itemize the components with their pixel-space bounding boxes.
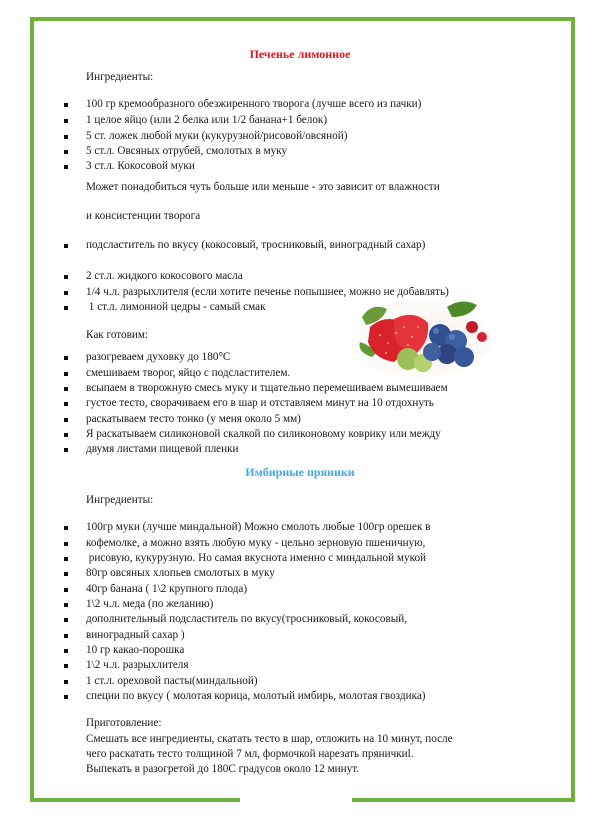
list-item: виноградный сахар ) [86, 629, 185, 641]
list-item: 40гр банана ( 1\2 крупного плода) [86, 583, 248, 595]
list-item: подсластитель по вкусу (кокосовый, тросниковый, виноградный сахар) [86, 239, 426, 251]
bullet [64, 387, 68, 391]
page-border-bottom-right [352, 798, 575, 802]
list-item: 1 ст.л. ореховой пасты(миндальной) [86, 675, 258, 687]
bullet [64, 372, 68, 376]
list-item: 1 ст.л. лимонной цедры - самый смак [86, 301, 266, 313]
list-item: 3 ст.л. Кокосовой муки [86, 160, 195, 172]
bullet [64, 119, 68, 123]
bullet [64, 603, 68, 607]
bullet [64, 433, 68, 437]
bullet [64, 664, 68, 668]
page-border-top [30, 17, 575, 21]
bullet [64, 418, 68, 422]
bullet [64, 244, 68, 248]
ingredients-heading: Ингредиенты: [86, 71, 154, 83]
list-item: рисовую, кукурузную. Но самая вкуснота именно с миндальной мукой [86, 552, 427, 564]
list-item: 80гр овсяных хлопьев смолотых в муку [86, 567, 275, 579]
note-text: и консистенции творога [86, 210, 201, 222]
prep-text: чего раскатать тесто толщиной 7 мл, формочкой нарезать пряничкиl. [86, 748, 414, 760]
bullet [64, 526, 68, 530]
list-item: 100 гр кремообразного обезжиренного творога (лучше всего из пачки) [86, 98, 422, 110]
note-text: Может понадобиться чуть больше или меньше - это зависит от влажности [86, 181, 440, 193]
list-item: 1/4 ч.л. разрыхлителя (если хотите печенье попышнее, можно не добавлять) [86, 286, 449, 298]
page-border-left [30, 17, 34, 802]
bullet [64, 103, 68, 107]
recipe-title-gingerbread: Имбирные пряники [245, 465, 355, 479]
page-border-right [571, 17, 575, 802]
bullet [64, 448, 68, 452]
bullet [64, 306, 68, 310]
list-item: 1\2 ч.л. разрыхлителя [86, 659, 189, 671]
bullet [64, 165, 68, 169]
bullet [64, 557, 68, 561]
list-item: 2 ст.л. жидкого кокосового масла [86, 270, 243, 282]
bullet [64, 542, 68, 546]
list-item: 1 целое яйцо (или 2 белка или 1/2 банана+1 белок) [86, 114, 328, 126]
bullet [64, 649, 68, 653]
list-item: всыпаем в творожную смесь муку и тщательно перемешиваем вымешиваем [86, 382, 448, 394]
bullet [64, 356, 68, 360]
list-item: разогреваем духовку до 180°С [86, 351, 231, 363]
method-heading: Как готовим: [86, 329, 149, 341]
page-border-bottom-left [30, 798, 240, 802]
prep-text: Выпекать в разогретой до 180С градусов около 12 минут. [86, 763, 360, 775]
list-item: двумя листами пищевой пленки [86, 443, 239, 455]
recipe-title-lemon-cookies: Печенье лимонное [249, 47, 351, 61]
list-item: смешиваем творог, яйцо с подсластителем. [86, 367, 291, 379]
list-item: 5 ст. ложек любой муки (кукурузной/рисовой/овсяной) [86, 130, 348, 142]
bullet [64, 572, 68, 576]
list-item: специи по вкусу ( молотая корица, молотый имбирь, молотая гвоздика) [86, 690, 426, 702]
bullet [64, 618, 68, 622]
list-item: 10 гр какао-порошка [86, 644, 185, 656]
list-item: кофемолке, а можно взять любую муку - цельно зерновую пшеничную, [86, 537, 426, 549]
prep-text: Смешать все ингредиенты, скатать тесто в шар, отложить на 10 минут, после [86, 733, 453, 745]
list-item: Я раскатываем силиконовой скалкой по силиконовому коврику или между [86, 428, 441, 440]
bullet [64, 150, 68, 154]
list-item: дополнительный подсластитель по вкусу(тросниковый, кокосовый, [86, 613, 408, 625]
bullet [64, 291, 68, 295]
bullet [64, 588, 68, 592]
list-item: раскатываем тесто тонко (у меня около 5 мм) [86, 413, 301, 425]
list-item: 100гр муки (лучше миндальной) Можно смолоть любые 100гр орешек в [86, 521, 431, 533]
ingredients-heading: Ингредиенты: [86, 494, 154, 506]
bullet [64, 695, 68, 699]
bullet [64, 634, 68, 638]
list-item: густое тесто, сворачиваем его в шар и отставляем минут на 10 отдохнуть [86, 397, 434, 409]
list-item: 1\2 ч.л. меда (по желанию) [86, 598, 214, 610]
prep-heading: Приготовление: [86, 717, 162, 729]
bullet [64, 402, 68, 406]
berries-image [352, 297, 492, 379]
bullet [64, 275, 68, 279]
bullet [64, 135, 68, 139]
list-item: 5 ст.л. Овсяных отрубей, смолотых в муку [86, 145, 288, 157]
bullet [64, 680, 68, 684]
